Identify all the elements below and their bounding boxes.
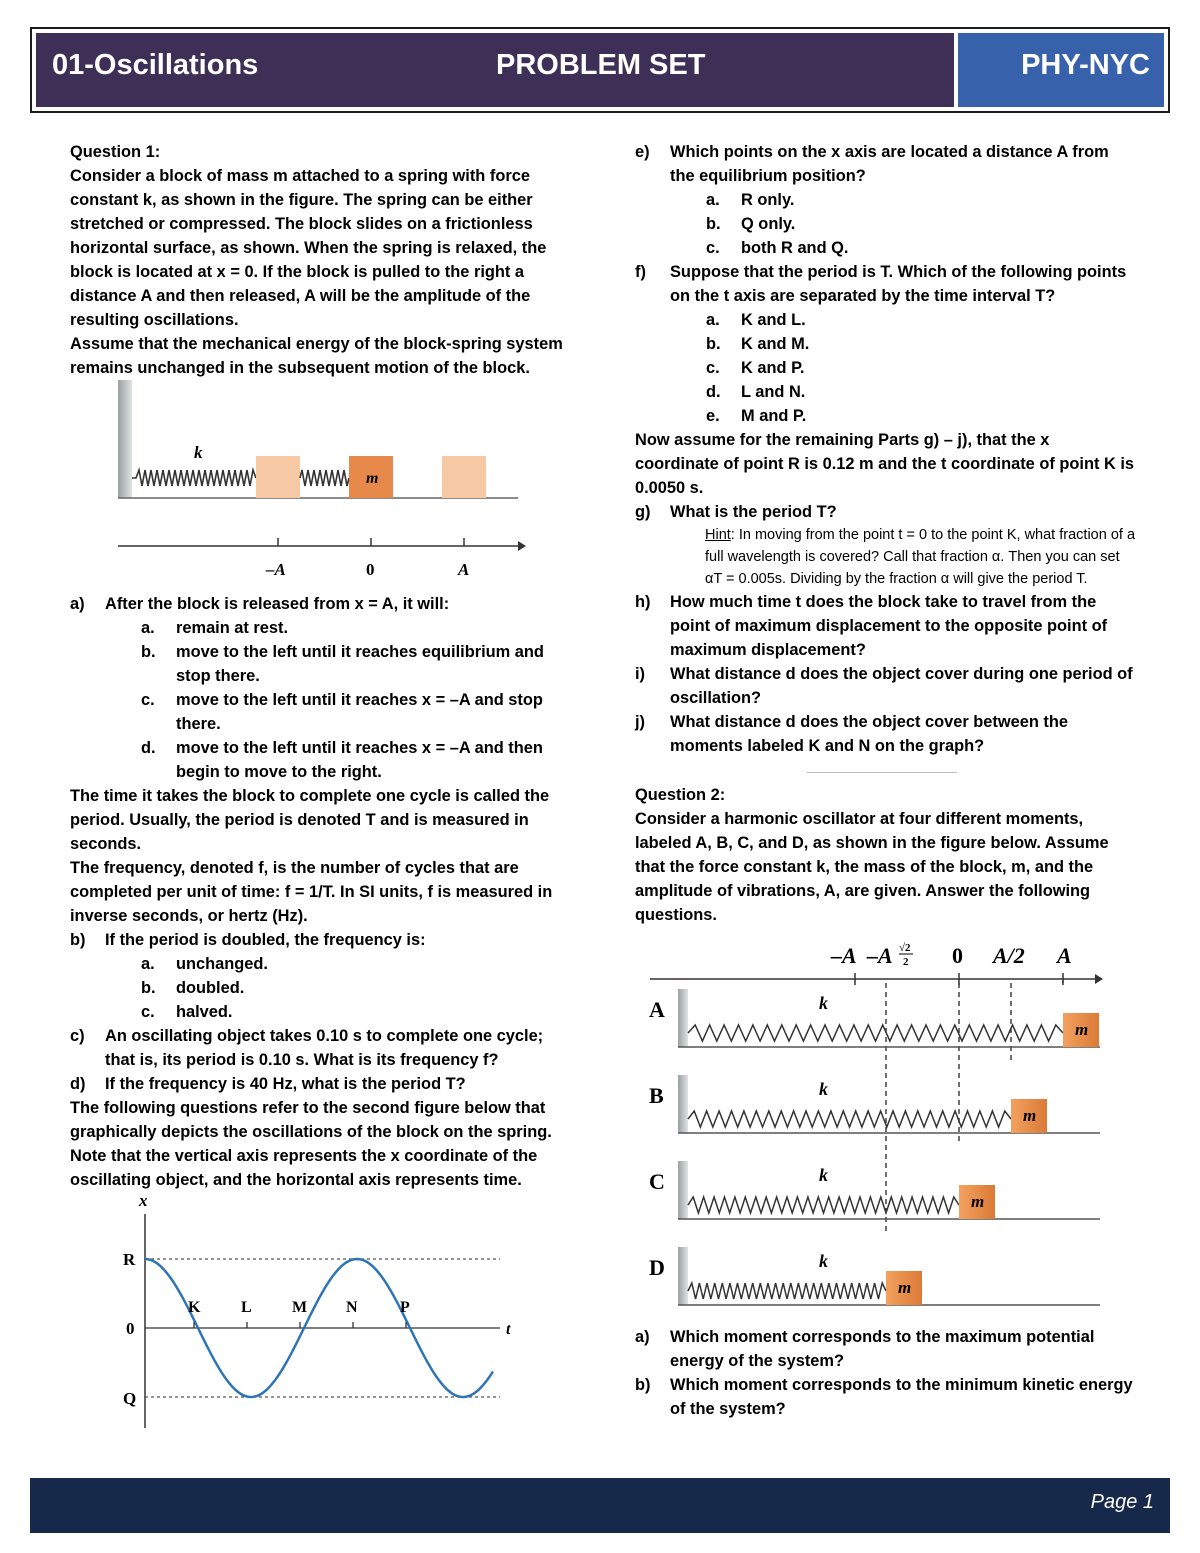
top-axis-arrow [1095,974,1103,984]
page-number: Page 1 [1090,1491,1154,1513]
moment-label: C [649,1169,665,1194]
header-main-band [36,33,954,107]
oscillator-rows [649,989,1100,1305]
chapter-title: 01-Oscillations [52,49,259,81]
spring [688,1025,1063,1041]
page-header [30,27,1170,113]
graph-r-label: R [123,1250,136,1269]
question-1d: d) If the frequency is 40 Hz, what is the period T? [70,1075,466,1093]
graph-x-axis-label: x [139,1192,148,1210]
mass-label: m [971,1192,985,1211]
question-1e: e) Which points on the x axis are located a distance A from the equilibrium position? [635,143,1109,185]
tick-label-zero: 0 [366,560,375,579]
question-2a: a) Which moment corresponds to the maximum potential energy of the system? [635,1328,1095,1370]
question-1c: c) An oscillating object takes 0.10 s to complete one cycle; that is, its period is 0.10 s. What is its frequency f? [70,1027,544,1069]
spring-constant-label: k [819,1251,828,1271]
spring-tail [300,470,349,486]
point-n-label: N [346,1299,358,1316]
question-1i: i) What distance d does the object cover during one period of oscillation? [635,665,1133,707]
graph-intro: The following questions refer to the second figure below that graphically depicts the oscillations of the block on the spring. Note that the vertical axis represents the x coordinate of the oscillating object, and the horizontal axis represents time. [70,1099,552,1189]
section-divider [807,772,957,773]
wall [678,1075,688,1133]
option: b. doubled. [141,979,245,997]
wall [678,1247,688,1305]
hint-text: Hint: In moving from the point t = 0 to the point K, what fraction of a full wavelength is covered? Call that fraction α. Then you can set αT = 0.005s. Dividing by the fraction α will give the period T. [705,527,1136,587]
x-axis-arrow [518,541,526,551]
axis-label-half-a: A/2 [993,943,1025,968]
option: a. R only. [706,191,795,209]
option: c. move to the left until it reaches x = –A and stop there. [141,691,543,733]
tick-label-a: A [458,560,470,579]
axis-label-minus-a: –A [831,943,857,968]
question-1h: h) How much time t does the block take to travel from the point of maximum displacement to the opposite point of maximum displacement? [635,593,1108,659]
option: c. halved. [141,1003,233,1021]
spring-block-figure [70,380,550,592]
mass-label: m [1023,1106,1037,1125]
moment-row-a [649,989,1100,1047]
ghost-block-left [256,456,300,498]
option: a. K and L. [706,311,806,329]
question-2b: b) Which moment corresponds to the minimum kinetic energy of the system? [635,1376,1133,1418]
tick-label-minus-a: –A [266,560,286,579]
option: d. L and N. [706,383,806,401]
period-definition: The time it takes the block to complete one cycle is called the period. Usually, the period is denoted T and is measured in seconds. [70,787,550,853]
question-1b: b) If the period is doubled, the frequency is: [70,931,426,949]
spring [688,1283,886,1299]
question-1-assumption: Assume that the mechanical energy of the block-spring system remains unchanged in the subsequent motion of the block. [70,335,563,377]
graph-q-label: Q [123,1389,137,1408]
spring [688,1197,959,1213]
oscillator-moments-figure [635,935,1115,1325]
header-course-band [958,33,1164,107]
mass-label: m [366,470,379,487]
oscillation-graph [70,1192,520,1432]
option: a. remain at rest. [141,619,289,637]
option: b. move to the left until it reaches equilibrium and stop there. [141,643,544,685]
moment-label: D [649,1255,665,1280]
question-1a: a) After the block is released from x = A, it will: [70,595,450,613]
point-l-label: L [241,1299,252,1316]
left-column [70,140,570,1432]
wall [678,989,688,1047]
moment-row-c [649,1161,1100,1219]
ghost-block-right [442,456,486,498]
option: c. K and P. [706,359,805,377]
question-1j: j) What distance d does the object cover between the moments labeled K and N on the graph? [635,713,1069,755]
remaining-parts-assumption: Now assume for the remaining Parts g) – j), that the x coordinate of point R is 0.12 m and the t coordinate of point K is 0.0050 s. [635,431,1135,497]
frequency-definition: The frequency, denoted f, is the number of cycles that are completed per unit of time: f = 1/T. In SI units, f is measured in inverse seconds, or hertz (Hz). [70,859,553,925]
option: b. Q only. [706,215,796,233]
sqrt2-numerator: √2 [899,942,911,954]
spring [688,1111,1011,1127]
axis-label-minus-a-root2: –A [867,943,893,968]
point-m-label: M [292,1299,308,1316]
wall [678,1161,688,1219]
option: c. both R and Q. [706,239,849,257]
question-2-intro: Consider a harmonic oscillator at four different moments, labeled A, B, C, and D, as shown in the figure below. Assume that the force constant k, the mass of the block, m, and the amplitude of vibrations, A, are given. Answer the following questions. [635,810,1109,924]
course-code: PHY-NYC [1021,49,1150,81]
spring-constant-label: k [819,993,828,1013]
mass-label: m [898,1278,912,1297]
option: d. move to the left until it reaches x = –A and then begin to move to the right. [141,739,543,781]
point-p-label: P [400,1299,410,1316]
axis-label-zero: 0 [952,943,963,968]
page-footer [30,1478,1170,1533]
point-k-label: K [188,1299,201,1316]
spring [132,470,256,486]
mass-label: m [1075,1020,1089,1039]
question-1-title: Question 1: [70,143,161,161]
graph-time-label: t [506,1321,511,1338]
question-1g: g) What is the period T? [635,503,837,521]
question-1f: f) Suppose that the period is T. Which of the following points on the t axis are separated by the time interval T? [635,263,1127,305]
moment-label: B [649,1083,664,1108]
moment-row-b [649,1075,1100,1133]
option: e. M and P. [706,407,807,425]
spring-constant-label: k [819,1165,828,1185]
axis-label-a: A [1057,943,1072,968]
spring-constant-label: k [194,443,203,462]
option: b. K and M. [706,335,810,353]
right-column [635,140,1135,1421]
wall [118,380,132,498]
question-2-title: Question 2: [635,786,726,804]
question-1-intro: Consider a block of mass m attached to a spring with force constant k, as shown in the figure. The spring can be either stretched or compressed. The block slides on a frictionless horizontal surface, as shown. When the spring is relaxed, the block is located at x = 0. If the block is pulled to the right a distance A and then released, A will be the amplitude of the resulting oscillations. [70,167,547,329]
spring-constant-label: k [819,1079,828,1099]
sqrt2-denominator: 2 [903,956,909,968]
moment-row-d [649,1247,1100,1305]
moment-label: A [649,997,665,1022]
document-type: PROBLEM SET [496,49,706,81]
option: a. unchanged. [141,955,268,973]
hint-label: Hint [705,527,731,543]
graph-zero-label: 0 [126,1319,135,1338]
